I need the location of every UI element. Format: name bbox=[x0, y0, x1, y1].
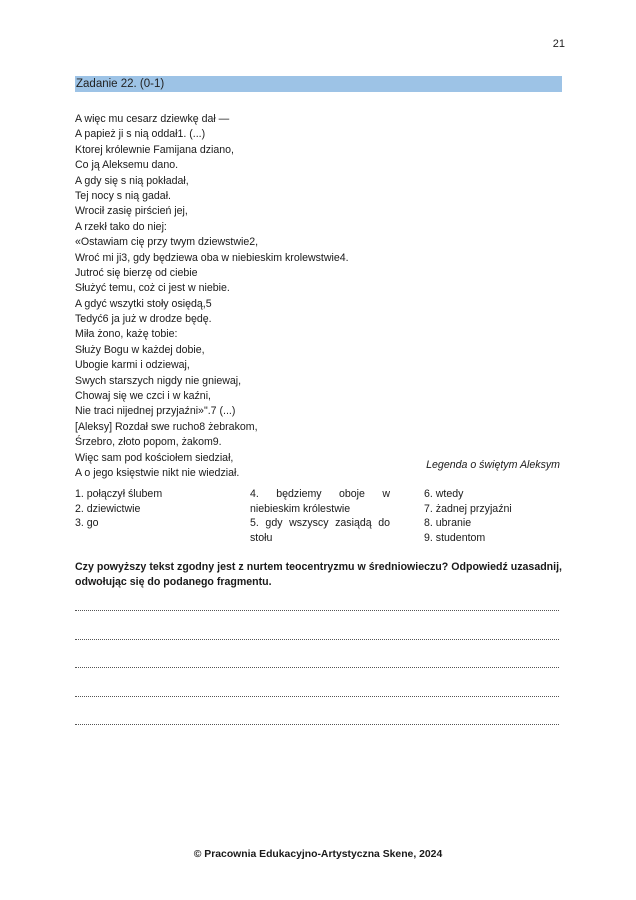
answer-area[interactable] bbox=[75, 601, 559, 725]
poem-source-title: Legenda o świętym Aleksym bbox=[426, 459, 560, 471]
poem-line: Służy Bogu w każdej dobie, bbox=[75, 343, 205, 356]
answer-line[interactable] bbox=[75, 668, 559, 697]
answer-line[interactable] bbox=[75, 640, 559, 669]
question-prompt: Czy powyższy tekst zgodny jest z nurtem teocentryzmu w średniowieczu? Odpowiedź uzasadnij, odwołując się do podanego fragmentu. bbox=[75, 561, 562, 588]
footnote-item: 2. dziewictwie bbox=[75, 502, 141, 515]
footnote-item: 1. połączył ślubem bbox=[75, 488, 163, 500]
footnotes-column-1 bbox=[75, 487, 235, 531]
footnote-item: 4. będziemy oboje w niebieskim królestwie bbox=[250, 488, 390, 515]
poem-line: Wroć mi ji3, gdy będziewa oba w niebieskim krolewstwie4. bbox=[75, 251, 349, 264]
task-header: Zadanie 22. (0-1) bbox=[75, 76, 562, 92]
footnote-item: 9. studentom bbox=[424, 531, 486, 544]
footnote-item: 8. ubranie bbox=[424, 517, 472, 529]
copyright-footer: © Pracownia Edukacyjno-Artystyczna Skene, 2024 bbox=[193, 849, 443, 860]
footnote-item: 7. żadnej przyjaźni bbox=[424, 502, 512, 515]
poem-line: Chowaj się we czci i w kaźni, bbox=[75, 390, 211, 403]
poem-line: Ubogie karmi i odziewaj, bbox=[75, 359, 190, 372]
poem-line: «Ostawiam cię przy twym dziewstwie2, bbox=[75, 236, 259, 249]
footnotes-column-3 bbox=[424, 487, 564, 545]
poem-line: A gdy się s nią pokładał, bbox=[75, 174, 189, 187]
answer-line[interactable] bbox=[75, 601, 559, 611]
poem-line: Więc sam pod kościołem siedział, bbox=[75, 451, 234, 464]
poem-excerpt bbox=[75, 112, 349, 481]
poem-line: Swych starszych nigdy nie gniewaj, bbox=[75, 374, 242, 387]
poem-line: Tedyć6 ja już w drodze będę. bbox=[75, 313, 212, 326]
poem-line: A więc mu cesarz dziewkę dał — bbox=[75, 113, 230, 125]
poem-line: A gdyć wszytki stoły osiędą,5 bbox=[75, 297, 212, 310]
poem-line: Co ją Aleksemu dano. bbox=[75, 159, 179, 172]
poem-line: Miła żono, każę tobie: bbox=[75, 328, 178, 341]
page-number: 21 bbox=[552, 38, 565, 50]
answer-line[interactable] bbox=[75, 697, 559, 726]
poem-line: A rzekł tako do niej: bbox=[75, 220, 167, 233]
poem-line: Nie traci nijednej przyjaźni»".7 (...) bbox=[75, 405, 236, 418]
poem-line: [Aleksy] Rozdał swe rucho8 żebrakom, bbox=[75, 420, 258, 433]
poem-line: Śrzebro, złoto popom, żakom9. bbox=[75, 436, 222, 449]
answer-line[interactable] bbox=[75, 611, 559, 640]
poem-line: A papież ji s nią oddał1. (...) bbox=[75, 128, 206, 141]
footnotes-column-2 bbox=[250, 487, 390, 545]
poem-line: Wrocił zasię pirścień jej, bbox=[75, 205, 188, 218]
poem-line: Ktorej królewnie Famijana dziano, bbox=[75, 143, 234, 156]
poem-line: Jutroć się bierzę od ciebie bbox=[75, 266, 198, 279]
poem-line: Służyć temu, coż ci jest w niebie. bbox=[75, 282, 230, 295]
poem-line: Tej nocy s nią gadał. bbox=[75, 189, 171, 202]
footnote-item: 5. gdy wszyscy zasiądą do stołu bbox=[250, 517, 390, 544]
footnote-item: 6. wtedy bbox=[424, 488, 464, 500]
poem-line: A o jego księstwie nikt nie wiedział. bbox=[75, 466, 240, 479]
footnote-item: 3. go bbox=[75, 517, 99, 529]
